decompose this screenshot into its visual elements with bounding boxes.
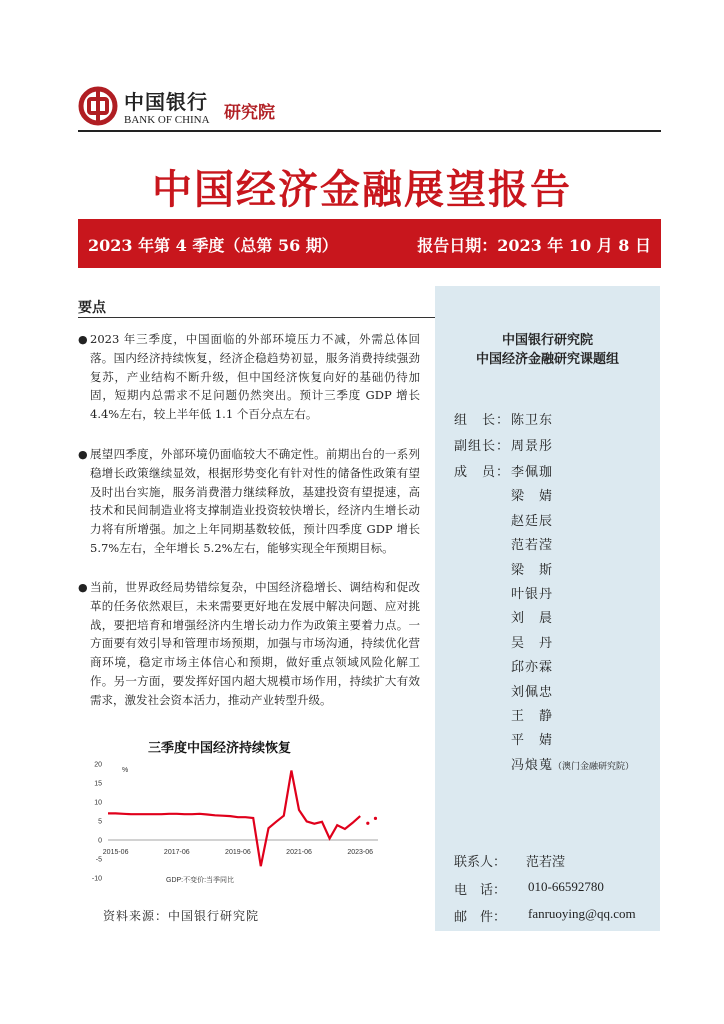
header-divider bbox=[78, 130, 661, 132]
leader-label: 组 长： bbox=[454, 413, 511, 428]
x-tick-label: 2015-06 bbox=[102, 849, 129, 856]
issue-banner bbox=[78, 219, 661, 268]
y-tick-label: 15 bbox=[94, 780, 102, 788]
contact-name: 范若滢 bbox=[526, 854, 566, 869]
key-point-1: 2023 年三季度，中国面临的外部环境压力不减，外需总体回落。国内经济持续恢复，经济企稳趋势初显，服务消费持续强劲复苏，产业结构不断升级，但中国经济恢复向好的基础仍待加固，短期内总需求不足问题仍然突出。预计三季度 GDP 增长 4.4%左右，较上半年低 1.1 个百分点左右。 bbox=[90, 332, 420, 422]
member-name: 梁 斯 bbox=[511, 562, 554, 578]
research-group: 中国经济金融研究课题组 bbox=[475, 352, 619, 367]
issue-label: 2023 年第 4 季度（总第 56 期） bbox=[88, 236, 338, 255]
member-name: 叶银丹 bbox=[511, 587, 554, 602]
brand-name-cn: 中国银行 bbox=[124, 90, 208, 114]
email-row bbox=[454, 906, 636, 925]
member-name: 刘 晨 bbox=[511, 611, 554, 627]
chart-title: 三季度中国经济持续恢复 bbox=[148, 741, 292, 756]
member-name: 吴 丹 bbox=[511, 635, 554, 651]
org-name: 中国银行研究院 bbox=[501, 333, 593, 348]
gdp-growth-chart bbox=[78, 756, 398, 896]
source-note: 资料来源：中国银行研究院 bbox=[103, 909, 260, 923]
forecast-point bbox=[366, 822, 369, 825]
member-name: 邱亦霖 bbox=[511, 660, 554, 676]
member-name: 赵廷辰 bbox=[511, 513, 554, 529]
y-tick-label: 10 bbox=[94, 799, 102, 807]
bullet-icon: ● bbox=[78, 333, 88, 346]
brand-name-en: BANK OF CHINA bbox=[124, 114, 210, 126]
institute-label: 研究院 bbox=[224, 103, 275, 123]
members-label: 成 员： bbox=[454, 465, 511, 480]
email-label: 邮 件： bbox=[454, 910, 507, 925]
contact-row bbox=[454, 851, 566, 870]
leader-name: 陈卫东 bbox=[511, 413, 554, 428]
phone-number: 010-66592780 bbox=[528, 879, 604, 894]
member-affiliation-note: （澳门金融研究院） bbox=[553, 761, 635, 772]
x-tick-label: 2019-06 bbox=[225, 849, 251, 856]
chart-legend: GDP:不变价:当季同比 bbox=[166, 877, 235, 884]
y-tick-label: 0 bbox=[98, 837, 102, 845]
bullet-icon: ● bbox=[78, 448, 88, 461]
member-name: 冯烺蒐（澳门金融研究院） bbox=[511, 757, 635, 773]
x-tick-label: 2017-06 bbox=[163, 849, 190, 856]
member-name: 平 婧 bbox=[511, 733, 554, 749]
member-name: 王 静 bbox=[511, 709, 554, 724]
phone-label: 电 话： bbox=[454, 883, 507, 898]
member-name: 刘佩忠 bbox=[511, 684, 554, 700]
deputy-name: 周景彤 bbox=[511, 439, 554, 454]
x-tick-label: 2023-06 bbox=[347, 849, 374, 856]
contact-label: 联系人： bbox=[454, 855, 507, 870]
member-name: 李佩珈 bbox=[511, 465, 554, 480]
bank-of-china-logo bbox=[78, 86, 118, 126]
phone-row bbox=[454, 879, 604, 898]
y-tick-label: 20 bbox=[94, 761, 102, 769]
y-tick-label: -10 bbox=[91, 875, 102, 883]
key-point-2: 展望四季度，外部环境仍面临较大不确定性。前期出台的一系列稳增长政策继续显效，根据形势变化有针对性的储备性政策有望及时出台实施，服务消费潜力继续释放，基建投资有望提速，高技术和民间制造业将支撑制造业投资较快增长，经济内生增长动力将有所增强。加之上年同期基数较低，预计四季度 GDP 增长 5.7%左右，全年增长 5.2%左右，能够实现全年预期目标。 bbox=[90, 447, 420, 555]
member-name: 梁 婧 bbox=[511, 489, 554, 505]
deputy-label: 副组长： bbox=[454, 439, 511, 454]
report-date: 报告日期：2023 年 10 月 8 日 bbox=[417, 236, 651, 255]
x-tick-label: 2021-06 bbox=[286, 849, 312, 856]
email-address: fanruoying@qq.com bbox=[528, 906, 636, 921]
key-point-3: 当前，世界政经局势错综复杂，中国经济稳增长、调结构和促改革的任务依然艰巨，未来需要更好地在发展中解决问题、应对挑战，要把培育和增强经济内生增长动力作为政策主要着力点。一方面要有效引导和管理市场预期，加强与市场沟通，持续优化营商环境，稳定市场主体信心和预期，做好重点领域风险化解工作。另一方面，要发挥好国内超大规模市场作用，持续扩大有效需求，激发社会资本活力，推动产业转型升级。 bbox=[90, 580, 420, 707]
team-panel bbox=[435, 286, 660, 931]
key-points-divider bbox=[78, 317, 435, 318]
forecast-point bbox=[374, 817, 377, 820]
bullet-icon: ● bbox=[78, 581, 88, 594]
member-name: 范若滢 bbox=[511, 538, 554, 554]
report-title: 中国经济金融展望报告 bbox=[152, 167, 572, 213]
chart-unit-label: % bbox=[122, 767, 129, 774]
y-tick-label: -5 bbox=[95, 856, 102, 864]
y-tick-label: 5 bbox=[98, 818, 102, 826]
key-points-heading: 要点 bbox=[78, 300, 106, 316]
